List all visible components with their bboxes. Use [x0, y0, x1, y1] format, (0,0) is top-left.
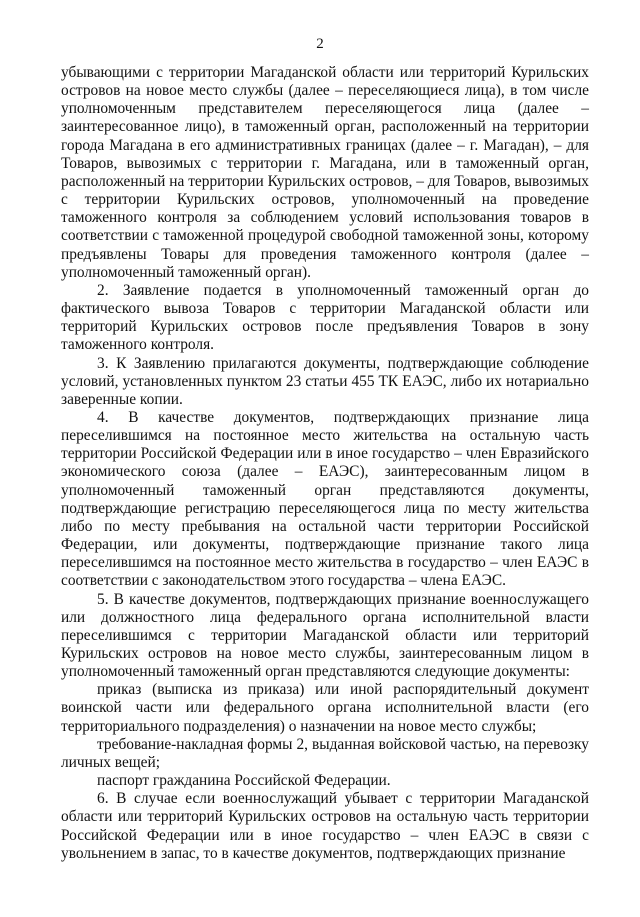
page-number: 2	[316, 36, 324, 52]
paragraph-item-2: 2. Заявление подается в уполномоченный таможенный орган до фактического вывоза Товаров с территории Магаданской области или территорий Курильских островов после предъявления Товаров в зону таможенного контроля.	[61, 281, 589, 354]
paragraph-list-requisition: требование-накладная формы 2, выданная войсковой частью, на перевозку личных вещей;	[61, 735, 589, 771]
paragraph-item-4: 4. В качестве документов, подтверждающих признание лица переселившимся на постоянное место жительства на остальную часть территории Российской Федерации или в иное государство – член Евразийского экономического союза (далее – ЕАЭС), заинтересованным лицом в уполномоченный таможенный орган представляются документы, подтверждающие регистрацию переселяющегося лица по месту жительства либо по месту пребывания на остальной части территории Российской Федерации, или документы, подтверждающие признание такого лица переселившимся на постоянное место жительства в государство – член ЕАЭС в соответствии с законодательством этого государства – члена ЕАЭС.	[61, 408, 589, 590]
document-body	[61, 64, 589, 863]
paragraph-list-passport: паспорт гражданина Российской Федерации.	[97, 772, 391, 790]
paragraph-continuation: убывающими с территории Магаданской области или территорий Курильских островов на новое место службы (далее – переселяющиеся лица), в том числе уполномоченным представителем переселяющегося лица (далее – заинтересованное лицо), в таможенный орган, расположенный на территории города Магадана в его административных границах (далее – г. Магадан), – для Товаров, вывозимых с территории г. Магадана, или в таможенный орган, расположенный на территории Курильских островов, – для Товаров, вывозимых с территории Курильских островов, уполномоченный на проведение таможенного контроля за соблюдением условий использования товаров в соответствии с таможенной процедурой свободной таможенной зоны, которому предъявлены Товары для проведения таможенного контроля (далее – уполномоченный таможенный орган).	[61, 64, 589, 281]
paragraph-item-5: 5. В качестве документов, подтверждающих признание военнослужащего или должностного лица федерального органа исполнительной власти переселившимся с территории Магаданской области или территорий Курильских островов на новое место службы, заинтересованным лицом в уполномоченный таможенный орган представляются следующие документы:	[61, 590, 589, 681]
paragraph-list-order: приказ (выписка из приказа) или иной распорядительный документ воинской части или федерального органа исполнительной власти (его территориального подразделения) о назначении на новое место службы;	[61, 681, 589, 735]
paragraph-item-6: 6. В случае если военнослужащий убывает с территории Магаданской области или территорий Курильских островов на остальную часть территории Российской Федерации или в иное государство – член ЕАЭС в связи с увольнением в запас, то в качестве документов, подтверждающих признание	[61, 790, 589, 862]
paragraph-item-3: 3. К Заявлению прилагаются документы, подтверждающие соблюдение условий, установленных пунктом 23 статьи 455 ТК ЕАЭС, либо их нотариально заверенные копии.	[61, 354, 589, 408]
